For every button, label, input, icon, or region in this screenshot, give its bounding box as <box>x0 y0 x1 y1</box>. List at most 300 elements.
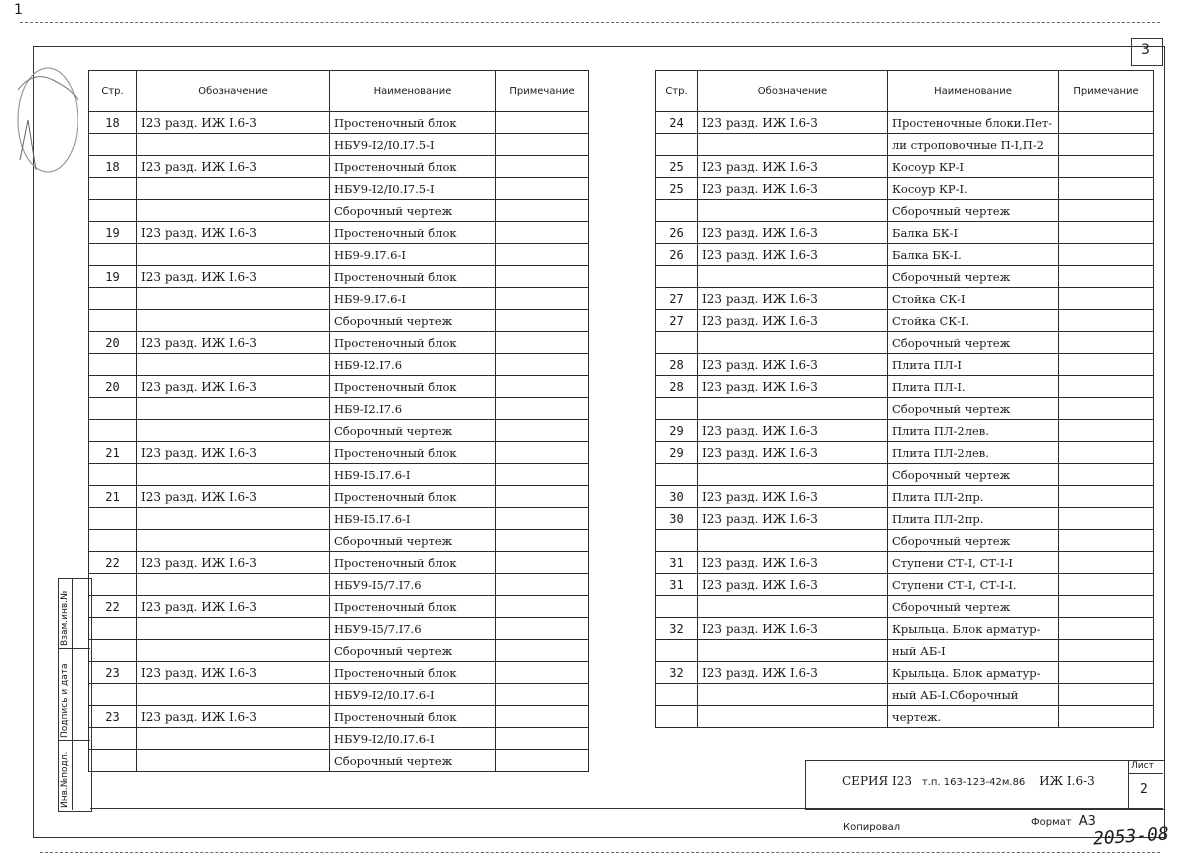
table-row <box>89 464 589 486</box>
cell-page: 20 <box>89 332 137 354</box>
cell-page: 22 <box>89 596 137 618</box>
cell-designation: I23 разд. ИЖ I.6-3 <box>137 552 330 574</box>
cell-page: 30 <box>656 486 698 508</box>
table-row <box>656 398 1154 420</box>
cell-name: Крыльца. Блок арматур- <box>888 618 1059 640</box>
cell-name: Плита ПЛ-2лев. <box>888 420 1059 442</box>
cell-name: Сборочный чертеж <box>330 530 496 552</box>
cell-note <box>1059 596 1154 618</box>
table-row <box>89 134 589 156</box>
cell-page <box>89 640 137 662</box>
cell-name: НБУ9-I2/I0.I7.6-I <box>330 728 496 750</box>
table-row <box>656 442 1154 464</box>
cell-name: Простеночный блок <box>330 552 496 574</box>
cell-note <box>1059 354 1154 376</box>
cell-designation <box>137 508 330 530</box>
cell-name: Плита ПЛ-2лев. <box>888 442 1059 464</box>
header-page: Стр. <box>89 71 137 112</box>
cell-note <box>496 310 589 332</box>
cell-page <box>656 332 698 354</box>
cell-page <box>89 728 137 750</box>
cell-designation: I23 разд. ИЖ I.6-3 <box>698 420 888 442</box>
cell-designation: I23 разд. ИЖ I.6-3 <box>137 222 330 244</box>
cell-designation <box>137 200 330 222</box>
cell-page <box>89 618 137 640</box>
cell-note <box>1059 310 1154 332</box>
cell-note <box>496 596 589 618</box>
cell-note <box>496 420 589 442</box>
cell-designation: I23 разд. ИЖ I.6-3 <box>698 574 888 596</box>
cell-page: 31 <box>656 552 698 574</box>
cell-designation <box>698 266 888 288</box>
cell-designation: I23 разд. ИЖ I.6-3 <box>698 662 888 684</box>
cell-note <box>1059 442 1154 464</box>
cell-page <box>656 530 698 552</box>
format-label <box>1031 814 1096 829</box>
cell-designation: I23 разд. ИЖ I.6-3 <box>698 178 888 200</box>
cell-name: ный АБ-I <box>888 640 1059 662</box>
format-value: А3 <box>1078 814 1096 829</box>
series-text: СЕРИЯ I23 <box>842 774 912 788</box>
cell-designation <box>137 728 330 750</box>
table-row <box>89 288 589 310</box>
table-row <box>89 596 589 618</box>
cell-page <box>89 508 137 530</box>
cell-note <box>496 662 589 684</box>
cell-designation: I23 разд. ИЖ I.6-3 <box>137 112 330 134</box>
cell-page: 22 <box>89 552 137 574</box>
format-text: Формат <box>1031 817 1072 828</box>
cell-page <box>89 420 137 442</box>
table-row <box>656 684 1154 706</box>
cell-note <box>1059 574 1154 596</box>
cell-page: 26 <box>656 244 698 266</box>
cell-name: НБУ9-I2/I0.I7.5-I <box>330 178 496 200</box>
copied-label: Копировал <box>843 822 901 833</box>
cell-note <box>1059 508 1154 530</box>
cell-designation: I23 разд. ИЖ I.6-3 <box>698 156 888 178</box>
cell-note <box>1059 178 1154 200</box>
header-designation: Обозначение <box>698 71 888 112</box>
cell-designation <box>137 640 330 662</box>
cell-name: Балка БК-I. <box>888 244 1059 266</box>
table-row <box>656 662 1154 684</box>
cell-note <box>496 640 589 662</box>
cell-name: НБ9-I5.I7.6-I <box>330 464 496 486</box>
table-row <box>656 486 1154 508</box>
table-row <box>89 486 589 508</box>
cell-note <box>496 156 589 178</box>
cell-designation: I23 разд. ИЖ I.6-3 <box>137 156 330 178</box>
cell-page <box>89 244 137 266</box>
left-spec-table <box>88 70 589 772</box>
cell-name: Простеночный блок <box>330 662 496 684</box>
cell-designation <box>137 310 330 332</box>
table-row <box>656 288 1154 310</box>
table-row <box>89 178 589 200</box>
cell-name: Сборочный чертеж <box>888 530 1059 552</box>
table-row <box>89 398 589 420</box>
cell-name: Плита ПЛ-2пр. <box>888 508 1059 530</box>
cell-page <box>656 266 698 288</box>
corner-mark: 1 <box>14 2 23 18</box>
sheet-number: 2 <box>1140 782 1148 797</box>
cell-page <box>89 354 137 376</box>
cell-name: Косоур КР-I. <box>888 178 1059 200</box>
cell-name: Плита ПЛ-I <box>888 354 1059 376</box>
cell-name: НБ9-9.I7.6-I <box>330 244 496 266</box>
cell-designation: I23 разд. ИЖ I.6-3 <box>137 442 330 464</box>
cell-name: Стойка СК-I. <box>888 310 1059 332</box>
cell-name: Простеночный блок <box>330 442 496 464</box>
table-row <box>656 332 1154 354</box>
cell-page: 25 <box>656 178 698 200</box>
table-row <box>656 134 1154 156</box>
cell-note <box>1059 552 1154 574</box>
cell-note <box>1059 420 1154 442</box>
table-row <box>89 112 589 134</box>
cell-page: 30 <box>656 508 698 530</box>
cell-page <box>89 288 137 310</box>
inv-orig-label: Инв.№подл. <box>60 751 70 808</box>
cell-note <box>496 332 589 354</box>
cell-page: 26 <box>656 222 698 244</box>
cell-designation: I23 разд. ИЖ I.6-3 <box>137 332 330 354</box>
cell-name: чертеж. <box>888 706 1059 728</box>
cell-name: Простеночный блок <box>330 486 496 508</box>
cell-name: Крыльца. Блок арматур- <box>888 662 1059 684</box>
cell-page <box>656 640 698 662</box>
cell-designation <box>137 288 330 310</box>
top-dash-line <box>20 22 1160 23</box>
cell-designation <box>698 464 888 486</box>
cell-page <box>656 684 698 706</box>
cell-note <box>496 530 589 552</box>
cell-name: Плита ПЛ-I. <box>888 376 1059 398</box>
cell-note <box>1059 640 1154 662</box>
table-row <box>89 530 589 552</box>
cell-note <box>496 376 589 398</box>
cell-page: 27 <box>656 288 698 310</box>
cell-note <box>1059 486 1154 508</box>
cell-page <box>89 178 137 200</box>
cell-note <box>1059 222 1154 244</box>
table-row <box>656 222 1154 244</box>
cell-name: Сборочный чертеж <box>888 596 1059 618</box>
cell-name: НБУ9-I5/7.I7.6 <box>330 574 496 596</box>
table-row <box>89 750 589 772</box>
cell-page <box>656 464 698 486</box>
cell-designation: I23 разд. ИЖ I.6-3 <box>137 266 330 288</box>
table-row <box>656 244 1154 266</box>
cell-designation: I23 разд. ИЖ I.6-3 <box>137 486 330 508</box>
cell-name: Косоур КР-I <box>888 156 1059 178</box>
cell-name: Простеночный блок <box>330 112 496 134</box>
side-stamp-col <box>72 578 73 810</box>
cell-note <box>496 112 589 134</box>
cell-designation: I23 разд. ИЖ I.6-3 <box>137 662 330 684</box>
cell-designation <box>698 530 888 552</box>
table-row <box>656 508 1154 530</box>
cell-designation: I23 разд. ИЖ I.6-3 <box>698 222 888 244</box>
table-row <box>656 596 1154 618</box>
table-row <box>89 156 589 178</box>
cell-designation <box>137 530 330 552</box>
cell-note <box>496 618 589 640</box>
cell-designation <box>698 684 888 706</box>
table-row <box>89 266 589 288</box>
cell-name: ли строповочные П-I,П-2 <box>888 134 1059 156</box>
table-row <box>89 574 589 596</box>
cell-note <box>496 728 589 750</box>
cell-page: 29 <box>656 420 698 442</box>
cell-designation <box>137 178 330 200</box>
cell-note <box>496 244 589 266</box>
cell-name: Сборочный чертеж <box>330 750 496 772</box>
table-row <box>89 640 589 662</box>
cell-note <box>1059 464 1154 486</box>
table-row <box>656 156 1154 178</box>
cell-designation <box>698 706 888 728</box>
cell-note <box>496 706 589 728</box>
cell-page <box>656 398 698 420</box>
cell-note <box>1059 288 1154 310</box>
cell-designation: I23 разд. ИЖ I.6-3 <box>698 244 888 266</box>
cell-note <box>496 574 589 596</box>
table-row <box>656 552 1154 574</box>
cell-note <box>1059 398 1154 420</box>
cell-page: 27 <box>656 310 698 332</box>
cell-page <box>656 596 698 618</box>
table-row <box>89 618 589 640</box>
cell-designation <box>137 464 330 486</box>
table-row <box>656 376 1154 398</box>
cell-name: НБУ9-I2/I0.I7.5-I <box>330 134 496 156</box>
cell-page: 19 <box>89 266 137 288</box>
table-row <box>656 618 1154 640</box>
table-row <box>89 684 589 706</box>
left-table-body <box>89 112 589 772</box>
cell-designation: I23 разд. ИЖ I.6-3 <box>137 706 330 728</box>
cell-note <box>1059 332 1154 354</box>
cell-designation: I23 разд. ИЖ I.6-3 <box>698 618 888 640</box>
cell-designation: I23 разд. ИЖ I.6-3 <box>698 310 888 332</box>
cell-page: 21 <box>89 486 137 508</box>
right-spec-table <box>655 70 1154 728</box>
archive-number: 2053-08 <box>1092 823 1170 850</box>
cell-name: Стойка СК-I <box>888 288 1059 310</box>
header-designation: Обозначение <box>137 71 330 112</box>
cell-name: Балка БК-I <box>888 222 1059 244</box>
cell-note <box>1059 618 1154 640</box>
cell-designation <box>137 684 330 706</box>
cell-page <box>89 750 137 772</box>
title-block-divider <box>1128 773 1163 774</box>
cell-note <box>496 442 589 464</box>
header-page: Стр. <box>656 71 698 112</box>
tp-text: т.п. 163-123-42м.86 <box>921 777 1026 788</box>
cell-designation <box>137 398 330 420</box>
table-row <box>656 574 1154 596</box>
cell-name: Простеночный блок <box>330 222 496 244</box>
cell-page: 23 <box>89 662 137 684</box>
cell-page <box>656 134 698 156</box>
cell-note <box>1059 244 1154 266</box>
bottom-dash-line <box>40 852 1160 853</box>
cell-page <box>89 464 137 486</box>
cell-note <box>496 266 589 288</box>
header-name: Наименование <box>888 71 1059 112</box>
cell-designation <box>137 134 330 156</box>
cell-name: Сборочный чертеж <box>330 200 496 222</box>
cell-name: Простеночный блок <box>330 596 496 618</box>
cell-page: 24 <box>656 112 698 134</box>
page-number: 3 <box>1141 42 1150 58</box>
cell-note <box>496 178 589 200</box>
table-row <box>89 200 589 222</box>
cell-page: 23 <box>89 706 137 728</box>
cell-page <box>89 134 137 156</box>
cell-note <box>1059 112 1154 134</box>
cell-note <box>1059 134 1154 156</box>
cell-name: Простеночный блок <box>330 332 496 354</box>
table-row <box>656 112 1154 134</box>
table-row <box>89 728 589 750</box>
cell-name: НБУ9-I5/7.I7.6 <box>330 618 496 640</box>
cell-page: 29 <box>656 442 698 464</box>
cell-note <box>496 464 589 486</box>
cell-page: 32 <box>656 618 698 640</box>
cell-designation <box>698 134 888 156</box>
cell-page <box>89 684 137 706</box>
cell-designation: I23 разд. ИЖ I.6-3 <box>698 442 888 464</box>
cell-page <box>89 530 137 552</box>
cell-page: 18 <box>89 156 137 178</box>
cell-designation: I23 разд. ИЖ I.6-3 <box>698 288 888 310</box>
cell-designation: I23 разд. ИЖ I.6-3 <box>137 596 330 618</box>
cell-name: НБ9-9.I7.6-I <box>330 288 496 310</box>
cell-designation <box>137 354 330 376</box>
cell-designation <box>137 244 330 266</box>
cell-note <box>496 222 589 244</box>
cell-name: Сборочный чертеж <box>888 398 1059 420</box>
header-note: Примечание <box>1059 71 1154 112</box>
cell-designation <box>698 332 888 354</box>
cell-page: 32 <box>656 662 698 684</box>
cell-note <box>1059 200 1154 222</box>
table-row <box>89 442 589 464</box>
side-stamp-divider <box>58 648 90 649</box>
cell-designation: I23 разд. ИЖ I.6-3 <box>698 112 888 134</box>
cell-designation <box>137 420 330 442</box>
table-row <box>656 530 1154 552</box>
table-row <box>656 200 1154 222</box>
cell-name: Ступени СТ-I, СТ-I-I <box>888 552 1059 574</box>
cell-name: Ступени СТ-I, СТ-I-I. <box>888 574 1059 596</box>
cell-name: НБ9-I2.I7.6 <box>330 354 496 376</box>
cell-note <box>1059 266 1154 288</box>
table-row <box>656 266 1154 288</box>
circular-stamp <box>8 60 78 180</box>
cell-note <box>496 508 589 530</box>
cell-name: Простеночный блок <box>330 706 496 728</box>
table-row <box>89 332 589 354</box>
cell-name: Простеночный блок <box>330 266 496 288</box>
cell-name: Сборочный чертеж <box>888 332 1059 354</box>
cell-designation <box>698 596 888 618</box>
cell-name: ный АБ-I.Сборочный <box>888 684 1059 706</box>
cell-page <box>656 706 698 728</box>
cell-designation: I23 разд. ИЖ I.6-3 <box>698 354 888 376</box>
cell-name: Сборочный чертеж <box>330 640 496 662</box>
table-row <box>656 464 1154 486</box>
table-row <box>89 552 589 574</box>
cell-name: НБУ9-I2/I0.I7.6-I <box>330 684 496 706</box>
header-note: Примечание <box>496 71 589 112</box>
cell-note <box>1059 684 1154 706</box>
cell-designation <box>137 750 330 772</box>
cell-note <box>496 288 589 310</box>
table-row <box>656 354 1154 376</box>
table-row <box>656 178 1154 200</box>
cell-name: Плита ПЛ-2пр. <box>888 486 1059 508</box>
sheet-label: Лист <box>1131 761 1154 771</box>
cell-note <box>496 750 589 772</box>
header-name: Наименование <box>330 71 496 112</box>
cell-page <box>89 200 137 222</box>
table-row <box>89 662 589 684</box>
cell-designation <box>698 200 888 222</box>
right-table-header <box>656 71 1154 112</box>
cell-note <box>496 552 589 574</box>
cell-name: Простеночные блоки.Пет- <box>888 112 1059 134</box>
cell-name: НБ9-I5.I7.6-I <box>330 508 496 530</box>
cell-page: 31 <box>656 574 698 596</box>
cell-name: Простеночный блок <box>330 376 496 398</box>
cell-note <box>496 200 589 222</box>
cell-name: Сборочный чертеж <box>888 200 1059 222</box>
cell-note <box>1059 706 1154 728</box>
cell-name: Сборочный чертеж <box>330 310 496 332</box>
table-row <box>89 376 589 398</box>
table-row <box>89 354 589 376</box>
cell-note <box>1059 530 1154 552</box>
cell-note <box>496 398 589 420</box>
cell-designation <box>698 640 888 662</box>
table-row <box>89 244 589 266</box>
table-row <box>656 310 1154 332</box>
cell-note <box>496 354 589 376</box>
table-row <box>89 222 589 244</box>
cell-designation: I23 разд. ИЖ I.6-3 <box>698 552 888 574</box>
table-row <box>656 640 1154 662</box>
cell-note <box>496 486 589 508</box>
code-text: ИЖ I.6-3 <box>1039 774 1095 788</box>
vzam-inv-label: Взам.инв.№ <box>60 590 70 646</box>
cell-name: НБ9-I2.I7.6 <box>330 398 496 420</box>
cell-designation: I23 разд. ИЖ I.6-3 <box>698 508 888 530</box>
sign-date-label: Подпись и дата <box>60 663 70 738</box>
cell-designation: I23 разд. ИЖ I.6-3 <box>698 486 888 508</box>
cell-page: 20 <box>89 376 137 398</box>
cell-page: 21 <box>89 442 137 464</box>
side-stamp-divider <box>58 740 90 741</box>
table-row <box>89 508 589 530</box>
cell-designation <box>137 618 330 640</box>
cell-page: 25 <box>656 156 698 178</box>
cell-page: 28 <box>656 376 698 398</box>
cell-name: Сборочный чертеж <box>330 420 496 442</box>
